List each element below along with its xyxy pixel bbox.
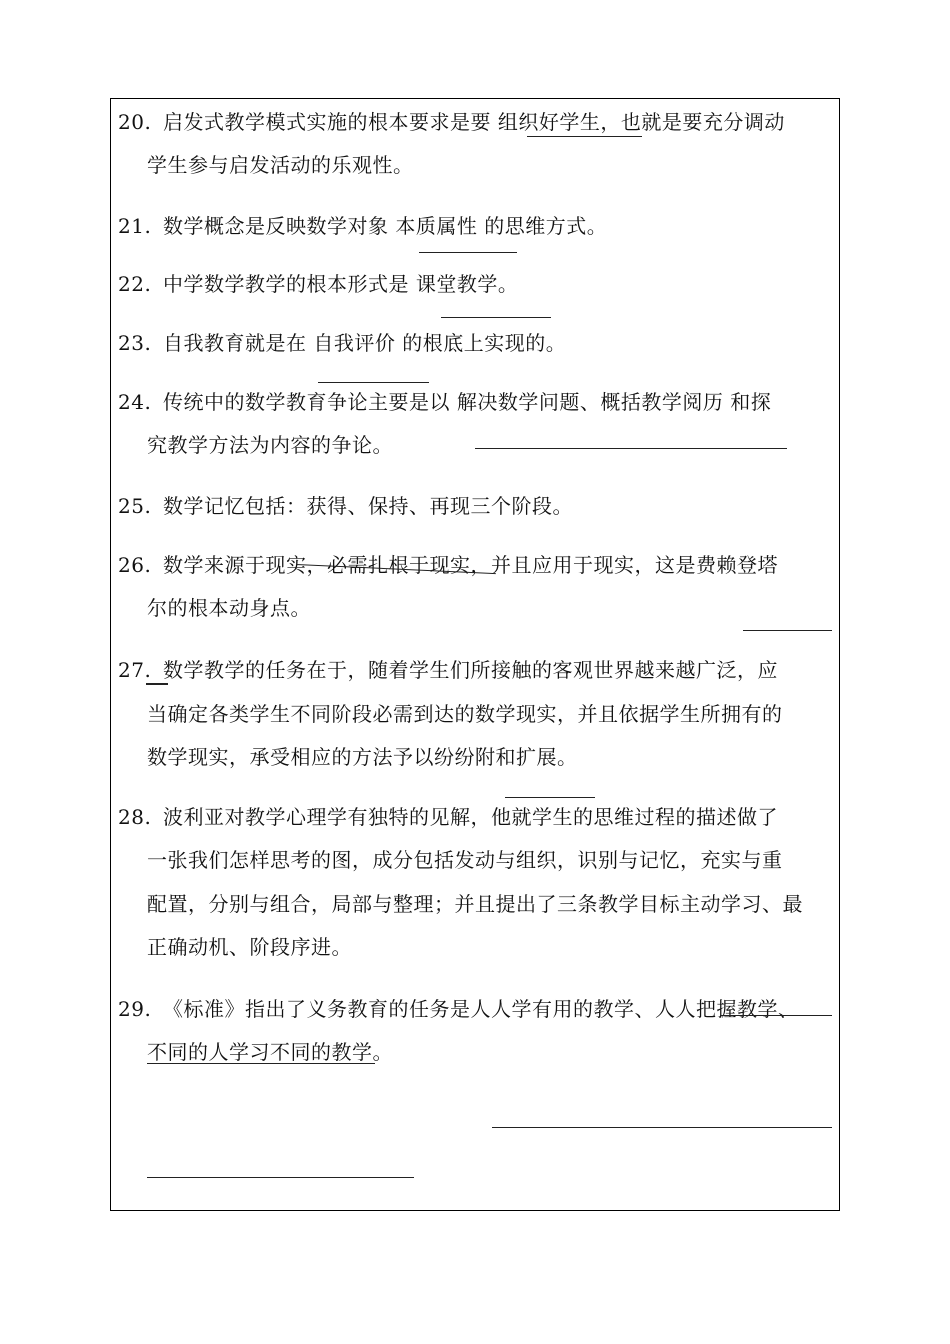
- item-28-line-2: 一张我们怎样思考的图，成分包括发动与组织，识别与记忆，充实与重: [147, 848, 783, 872]
- answer-underline: [743, 630, 832, 631]
- item-20-line-1: 20. 启发式教学模式实施的根本要求是要 组织好学生，也就是要充分调动: [118, 110, 785, 134]
- item-24-line-2: 究教学方法为内容的争论。: [147, 433, 393, 457]
- answer-underline: [492, 1127, 832, 1128]
- answer-underline: [318, 382, 429, 383]
- item-29-line-1: 29. 《标准》指出了义务教育的任务是人人学有用的教学、人人把握教学、: [118, 997, 799, 1021]
- item-24-line-1: 24. 传统中的数学教育争论主要是以 解决数学问题、概括教学阅历 和探: [118, 390, 772, 414]
- item-22-line-1: 22. 中学数学教学的根本形式是 课堂教学。: [118, 272, 519, 296]
- item-28-line-4: 正确动机、阶段序进。: [147, 935, 352, 959]
- strike-mark: [720, 1015, 832, 1016]
- item-21-line-1: 21. 数学概念是反映数学对象 本质属性 的思维方式。: [118, 214, 608, 238]
- item-28-line-1: 28. 波利亚对教学心理学有独特的见解，他就学生的思维过程的描述做了: [118, 805, 778, 829]
- answer-underline: [441, 317, 551, 318]
- answer-underline: [147, 1063, 375, 1064]
- item-27-line-1: 27. 数学教学的任务在于，随着学生们所接触的客观世界越来越广泛，应: [118, 658, 778, 682]
- answer-underline: [527, 136, 642, 137]
- answer-underline: [505, 797, 595, 798]
- item-28-line-3: 配置，分别与组合，局部与整理；并且提出了三条教学目标主动学习、最: [147, 892, 803, 916]
- item-23-line-1: 23. 自我教育就是在 自我评价 的根底上实现的。: [118, 331, 567, 355]
- item-27-line-2: 当确定各类学生不同阶段必需到达的数学现实，并且依据学生所拥有的: [147, 702, 783, 726]
- answer-underline: [475, 448, 787, 449]
- item-26-line-2: 尔的根本动身点。: [147, 596, 311, 620]
- item-25-line-1: 25. 数学记忆包括：获得、保持、再现三个阶段。: [118, 494, 573, 518]
- item-26-line-1: 26. 数学来源于现实，必需扎根于现实，并且应用于现实，这是费赖登塔: [118, 553, 778, 577]
- answer-underline: [419, 252, 517, 253]
- answer-underline: [147, 1177, 414, 1178]
- item-20-line-2: 学生参与启发活动的乐观性。: [147, 153, 414, 177]
- item-29-line-2: 不同的人学习不同的教学。: [147, 1040, 393, 1064]
- item-27-line-3: 数学现实，承受相应的方法予以纷纷附和扩展。: [147, 745, 578, 769]
- answer-underline: [146, 683, 168, 685]
